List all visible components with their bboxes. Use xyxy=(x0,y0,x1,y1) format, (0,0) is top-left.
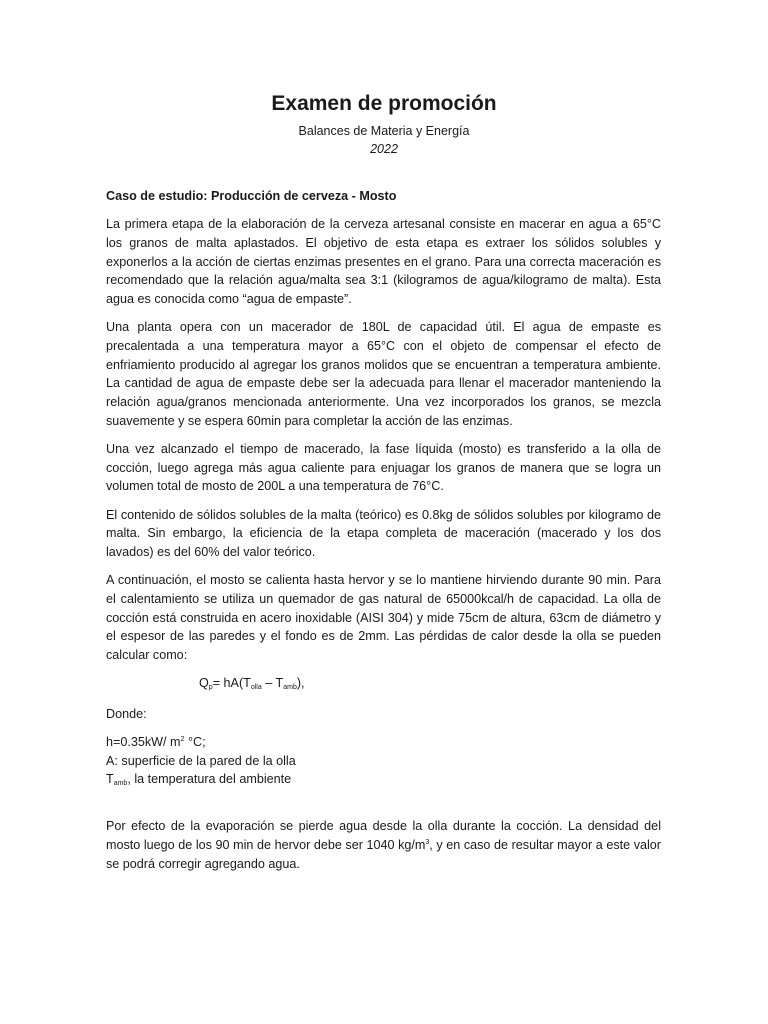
paragraph-boiling: A continuación, el mosto se calienta hasta hervor y se lo mantiene hirviendo durante 90 min. Para el calentamiento se utiliza un quemador de gas natural de 65000kcal/h de capacidad. La olla de cocción está construida en acero inoxidable (AISI 304) y mide 75cm de altura, 63cm de diámetro y el espesor de las paredes y el fondo es de 2mm. Las pérdidas de calor desde la olla se pueden calcular como: xyxy=(106,573,661,662)
heat-loss-formula: $Q_p= hA(T_{olla} - T_{amb})$, xyxy=(199,676,305,692)
paragraph-plant: Una planta opera con un macerador de 180L de capacidad útil. El agua de empaste es precalentada a una temperatura mayor a 65°C con el objeto de compensar el efecto de enfriamiento producido al agregar los granos molidos que se encuentran a temperatura ambiente. La cantidad de agua de empaste debe ser la adecuada para llenar el macerador manteniendo la relación agua/granos mencionada anteriormente. Una vez incorporados los granos, se mezcla suavemente y se espera 60min para completar la acción de las enzimas. xyxy=(106,320,661,428)
course-subtitle: Balances de Materia y Energía xyxy=(298,124,470,138)
paragraph-maceration: La primera etapa de la elaboración de la cerveza artesanal consiste en macerar en agua a 65°C los granos de malta aplastados. El objetivo de esta etapa es extraer los sólidos solubles y exponerlos a la acción de ciertas enzimas presentes en el grano. Para una correcta maceración es recomendado que la relación agua/malta sea 3:1 (kilogramos de agua/kilogramo de malta). Esta agua es conocida como “agua de empaste”. xyxy=(106,217,661,307)
def-a: A: superficie de la pared de la olla xyxy=(106,753,296,768)
paragraph-wort-transfer: Una vez alcanzado el tiempo de macerado, la fase líquida (mosto) es transferido a la olla de cocción, luego agrega más agua caliente para enjuagar los granos de manera que se logra un volumen total de mosto de 200L a una temperatura de 76°C. xyxy=(106,441,661,494)
exam-title: Examen de promoción xyxy=(271,92,497,115)
paragraph-soluble-solids: El contenido de sólidos solubles de la malta (teórico) es 0.8kg de sólidos solubles por kilogramo de malta. Sin embargo, la eficiencia de la etapa completa de maceración (macerado y los dos lavados) es del 60% del valor teórico. xyxy=(106,507,661,559)
def-h: h=0.35kW/ $m^2$ °C; xyxy=(106,735,206,750)
donde-label: Donde: xyxy=(106,706,147,721)
paragraph-density: Por efecto de la evaporación se pierde agua desde la olla durante la cocción. La densidad del mosto luego de los 90 min de hervor debe ser 1040 $kg/m^3$, y en caso de resultar mayor a este valor se podrá corregir agregando agua. xyxy=(106,819,661,871)
definitions xyxy=(106,733,661,789)
document-body xyxy=(106,187,661,883)
def-tamb: $T_{amb}$, la temperatura del ambiente xyxy=(106,772,292,788)
section-heading: Caso de estudio: Producción de cerveza - Mosto xyxy=(106,189,397,203)
exam-year: 2022 xyxy=(370,142,398,156)
